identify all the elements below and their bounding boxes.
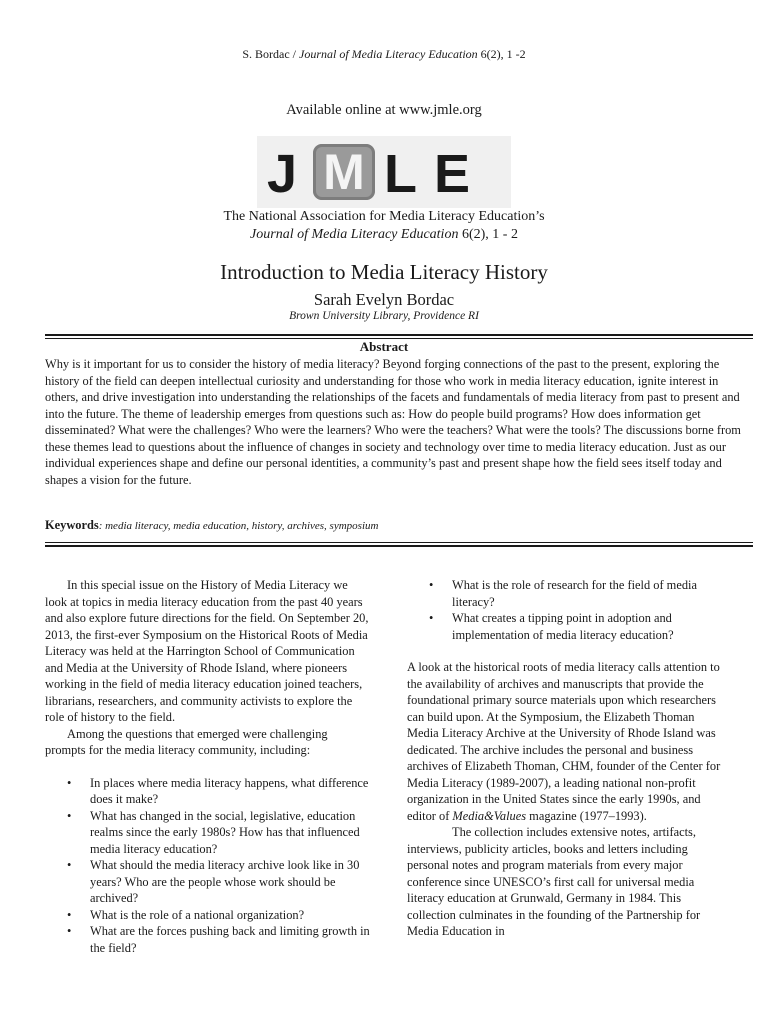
article-author: Sarah Evelyn Bordac — [313, 290, 455, 309]
body-paragraph — [407, 659, 727, 824]
list-item-text: What should the media literacy archive look like in 30 years? Who are the people whose work should be archived? — [90, 858, 360, 905]
questions-list — [45, 775, 370, 957]
running-head-issue: 6(2), 1 -2 — [477, 47, 526, 61]
list-item-text: What is the role of a national organization? — [90, 907, 305, 922]
association-line: The National Association for Media Literacy Education’s — [223, 209, 545, 224]
bullet-icon: • — [429, 611, 434, 625]
running-head — [0, 47, 768, 62]
list-item — [45, 857, 370, 907]
abstract-bottom-rule-thin — [45, 542, 753, 543]
list-item-text: In places where media literacy happens, what difference does it make? — [90, 775, 369, 806]
paragraph-text: magazine (1977–1993). — [526, 808, 647, 823]
list-item — [45, 775, 370, 808]
questions-list-continued — [407, 577, 727, 643]
logo-letter-e: E — [434, 144, 471, 204]
abstract-text: Why is it important for us to consider the history of media literacy? Beyond forging connections of the past to the present, exploring the history of the field can deepen intellectual curiosity and understanding for those who work in media literacy education, ignite interest in others, and drive investigation into understanding the relationships of the facets and fundamentals of media literacy from past to present and into the future. The theme of leadership emerges from questions such as: How do people build programs? How does information get disseminated? What were the challenges? Who were the learners? Who were the teachers? What were the tools? The discussions borne from these themes lead to questions about the influence of changes in society and technology over time to media literacy education. Just as our individual experiences shape and define our personal identities, a community’s past and present shape how the field sees itself today and shapes a vision for the future. — [45, 357, 741, 487]
body-paragraph: The collection includes extensive notes, artifacts, interviews, publicity articles, books and letters including personal notes and program materials from every major conference since UNESCO’s first call for universal media literacy education at Grunwald, Germany in 1984. This collection culminates in the founding of the Partnership for Media Education in — [407, 825, 701, 938]
bullet-icon: • — [429, 578, 434, 592]
bullet-icon: • — [67, 924, 72, 938]
list-item — [45, 923, 370, 956]
abstract-heading: Abstract — [359, 339, 409, 354]
keywords-values: : media literacy, media education, history, archives, symposium — [98, 520, 379, 532]
list-item — [407, 577, 727, 610]
article-affiliation: Brown University Library, Providence RI — [289, 310, 479, 322]
abstract-top-rule — [45, 334, 753, 336]
list-item-text: What has changed in the social, legislative, education realms since the early 1980s? How has that influenced media literacy education? — [90, 808, 360, 856]
logo-letter-l: L — [384, 144, 417, 204]
bullet-icon: • — [67, 858, 72, 872]
body-right-column — [407, 577, 727, 940]
article-title: Introduction to Media Literacy History — [220, 260, 548, 284]
logo-letter-m: M — [323, 144, 365, 200]
logo-letter-j: J — [267, 144, 298, 204]
list-item-text: What creates a tipping point in adoption and implementation of media literacy education? — [452, 611, 674, 642]
available-online: Available online at www.jmle.org — [286, 102, 482, 118]
list-item-text: What are the forces pushing back and limiting growth in the field? — [90, 924, 370, 955]
body-paragraph: In this special issue on the History of Media Literacy we look at topics in media literacy education from the past 40 years and also explore future directions for the field. On September 20, 2013, the first-ever Symposium on the Historical Roots of Media Literacy was held at the Harrington School of Communication and Media at the University of Rhode Island, where pioneers working in the field of media literacy education joined teachers, librarians, researchers, and community activists to explore the role of history to the field. — [45, 578, 369, 724]
abstract-bottom-rule — [45, 545, 753, 547]
list-item — [45, 808, 370, 858]
keywords-label: Keywords — [45, 518, 99, 532]
body-left-column — [45, 577, 370, 956]
list-item — [45, 907, 370, 924]
list-item-text: What is the role of research for the field of media literacy? — [452, 578, 697, 609]
logo-m-box — [313, 144, 375, 200]
body-paragraph: Among the questions that emerged were challenging prompts for the media literacy community, including: — [45, 726, 328, 757]
magazine-title: Media&Values — [452, 808, 527, 823]
list-item — [407, 610, 727, 643]
jmle-logo — [257, 136, 511, 208]
running-head-journal: Journal of Media Literacy Education — [299, 47, 478, 61]
bullet-icon: • — [67, 775, 72, 790]
running-head-author: S. Bordac / — [242, 47, 300, 61]
journal-issue: 6(2), 1 - 2 — [458, 227, 518, 242]
bullet-icon: • — [67, 808, 72, 823]
journal-header — [0, 208, 768, 244]
bullet-icon: • — [67, 907, 72, 922]
journal-name: Journal of Media Literacy Education — [250, 227, 459, 242]
keywords — [45, 518, 378, 533]
paragraph-text: A look at the historical roots of media literacy calls attention to the availability of archives and manuscripts that provide the foundational primary source materials upon which researchers can build upon. At the Symposium, the Elizabeth Thoman Media Literacy Archive at the University of Rhode Island was dedicated. The archive includes the personal and business archives of Elizabeth Thoman, CHM, founder of the Center for Media Literacy (1989-2007), a leading national non-profit organization in the United States since the early 1990s, and editor of — [407, 660, 721, 823]
